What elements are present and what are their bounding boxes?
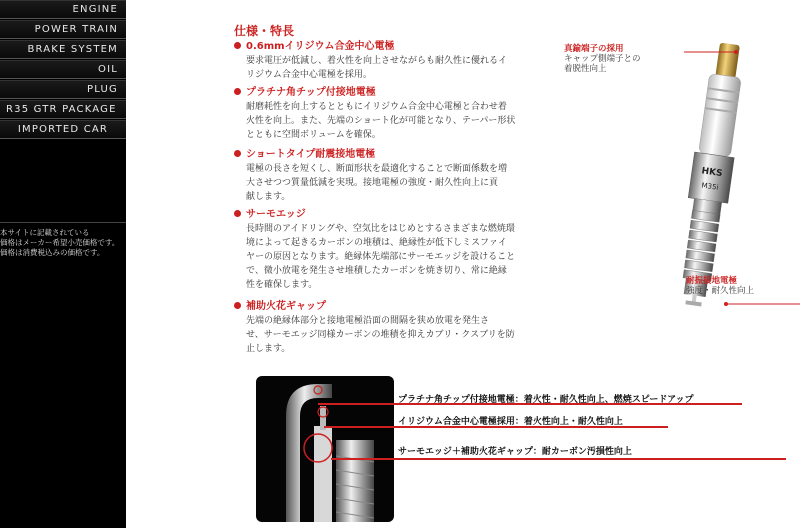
feature-line: 先端の絶縁体部分と接地電極沿面の間隔を狭め放電を発生さ (246, 316, 490, 326)
feature-heading-text: プラチナ角チップ付接地電極 (246, 87, 376, 98)
callout-heading: 真鍮端子の採用 (564, 44, 624, 54)
feature-platinum (234, 86, 564, 142)
feature-line: 大させつつ質量低減を実現。接地電極の強度・耐久性向上に貢 (246, 178, 499, 188)
annotation-platinum: プラチナ角チップ付接地電極：着火性・耐久性向上、燃焼スピードアップ (398, 395, 694, 405)
annotation-thermo-edge: サーモエッジ＋補助火花ギャップ：耐カーボン汚損性向上 (398, 447, 632, 457)
feature-line: 長時間のアイドリングや、空気比をはじめとするさまざまな燃焼環 (246, 224, 515, 234)
feature-line: 耐磨耗性を向上するとともにイリジウム合金中心電極と合わせ着 (246, 102, 507, 112)
feature-heading (234, 148, 564, 162)
nav-power-train[interactable]: POWER TRAIN (0, 20, 126, 39)
feature-line: リジウム合金中心電極を採用。 (246, 70, 372, 80)
feature-heading-text: 補助火花ギャップ (246, 301, 326, 312)
feature-line: せ、サーモエッジ同様カーボンの堆積を抑えカブリ・クスブリを防 (246, 330, 515, 340)
main-content (126, 0, 800, 528)
feature-aux-gap (234, 300, 564, 356)
model-mark: M35i (701, 181, 719, 192)
callout-ground-electrode (686, 276, 754, 296)
nav-plug[interactable]: PLUG (0, 80, 126, 99)
callout-line: 着脱性向上 (564, 64, 607, 74)
feature-thermo-edge (234, 208, 564, 292)
price-note-line: 価格はメーカー希望小売価格です。 (0, 238, 120, 247)
nav-brake-system[interactable]: BRAKE SYSTEM (0, 40, 126, 59)
feature-body (234, 162, 564, 204)
electrode-closeup-image (256, 376, 394, 522)
feature-heading (234, 300, 564, 314)
page-title: 仕様・特長 (234, 24, 295, 38)
bullet-icon (234, 210, 241, 217)
feature-heading-text: ショートタイプ耐震接地電極 (246, 149, 376, 160)
feature-body (234, 222, 564, 292)
feature-body (234, 54, 564, 82)
bullet-icon (234, 150, 241, 157)
feature-line: 境によって起きるカーボンの堆積は、絶縁性が低下しミスファイ (246, 238, 507, 248)
nav-engine[interactable]: ENGINE (0, 0, 126, 19)
nav-imported-car[interactable]: IMPORTED CAR (0, 120, 126, 139)
feature-line: で、微小放電を発生させ堆積したカーボンを焼き切り、常に絶縁 (246, 266, 507, 276)
callout-line: キャップ側端子との (564, 54, 641, 64)
feature-heading (234, 40, 564, 54)
terminal-shape (715, 43, 740, 79)
callout-heading: 耐振接地電極 (686, 276, 738, 286)
feature-heading-text: 0.6mmイリジウム合金中心電極 (246, 41, 395, 52)
feature-line: 火性を向上。また、先端のショート化が可能となり、テーパー形状 (246, 116, 516, 126)
annotation-leader (331, 458, 786, 460)
nav-r35-gtr-package[interactable]: R35 GTR PACKAGE (0, 100, 126, 119)
sidebar (0, 0, 126, 528)
feature-body (234, 100, 564, 142)
price-note-line: 本サイトに記載されている (0, 228, 90, 237)
feature-heading (234, 208, 564, 222)
price-note (0, 228, 126, 258)
feature-heading-text: サーモエッジ (246, 209, 306, 220)
feature-line: 電極の長さを短くし、断面形状を最適化することで断面係数を増 (246, 164, 508, 174)
annotation-iridium: イリジウム合金中心電極採用：着火性向上・耐久性向上 (398, 417, 623, 427)
electrode-closeup-art (256, 376, 394, 522)
price-note-line: 価格は消費税込みの価格です。 (0, 248, 105, 257)
callout-line: 強度・耐久性向上 (686, 286, 755, 296)
bullet-icon (234, 88, 241, 95)
feature-line: ヤーの原因となります。絶縁体先端部にサーモエッジを設けること (246, 252, 516, 262)
bullet-icon (234, 302, 241, 309)
feature-line: 献します。 (246, 192, 291, 202)
callout-brass-terminal (564, 44, 641, 74)
feature-line: 性を確保します。 (246, 280, 318, 290)
bullet-icon (234, 42, 241, 49)
feature-heading (234, 86, 564, 100)
feature-body (234, 314, 564, 356)
feature-iridium (234, 40, 564, 82)
feature-short-ground (234, 148, 564, 204)
nav-oil[interactable]: OIL (0, 60, 126, 79)
brand-mark: HKS (700, 166, 724, 180)
sidebar-divider (0, 222, 126, 223)
feature-line: 止します。 (246, 344, 291, 354)
feature-line: とともに空間ボリュームを確保。 (246, 130, 381, 140)
feature-line: 要求電圧が低減し、着火性を向上させながらも耐久性に優れるイ (246, 56, 508, 66)
